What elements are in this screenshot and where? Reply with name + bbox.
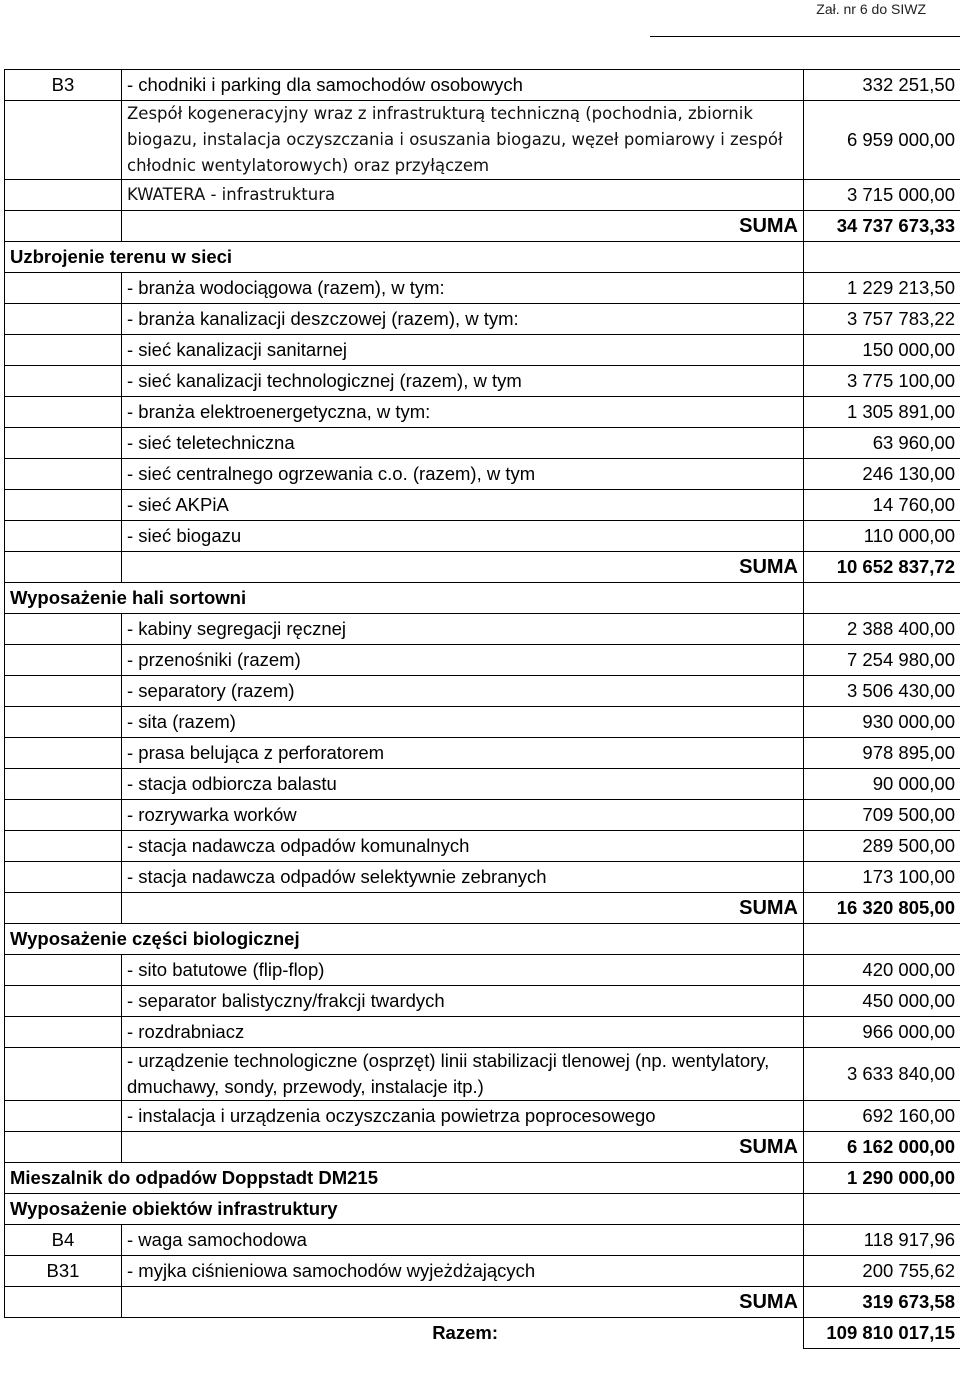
item-description: - sieć teletechniczna (122, 428, 804, 459)
item-description: - branża wodociągowa (razem), w tym: (122, 273, 804, 304)
table-row (5, 645, 960, 676)
section-row (5, 242, 960, 273)
table-row (5, 831, 960, 862)
section-row (5, 1194, 960, 1225)
table-row (5, 738, 960, 769)
item-value: 110 000,00 (804, 521, 960, 552)
item-description: - branża elektroenergetyczna, w tym: (122, 397, 804, 428)
item-description: - przenośniki (razem) (122, 645, 804, 676)
item-value: 246 130,00 (804, 459, 960, 490)
item-value: 200 755,62 (804, 1256, 960, 1287)
sum-label: SUMA (122, 211, 804, 242)
total-row (5, 1318, 960, 1349)
item-description: - kabiny segregacji ręcznej (122, 614, 804, 645)
table-row (5, 800, 960, 831)
table-row (5, 459, 960, 490)
section-row (5, 924, 960, 955)
page-header (0, 0, 960, 22)
table-row (5, 397, 960, 428)
section-title: Uzbrojenie terenu w sieci (5, 242, 804, 273)
table-row (5, 707, 960, 738)
item-value: 173 100,00 (804, 862, 960, 893)
table-row (5, 1225, 960, 1256)
item-value: 90 000,00 (804, 769, 960, 800)
table-row (5, 101, 960, 180)
item-code: B31 (5, 1256, 122, 1287)
table-row (5, 955, 960, 986)
table-row (5, 986, 960, 1017)
table-row (5, 273, 960, 304)
item-description: - stacja nadawcza odpadów komunalnych (122, 831, 804, 862)
table-row (5, 490, 960, 521)
section-title: Wyposażenie hali sortowni (5, 583, 804, 614)
item-description: - sito batutowe (flip-flop) (122, 955, 804, 986)
header-rule (650, 36, 960, 37)
item-description: - sita (razem) (122, 707, 804, 738)
item-value: 1 305 891,00 (804, 397, 960, 428)
item-value: 930 000,00 (804, 707, 960, 738)
table-row (5, 614, 960, 645)
item-value: 3 757 783,22 (804, 304, 960, 335)
table-row (5, 180, 960, 211)
item-description: Zespół kogeneracyjny wraz z infrastrukturą techniczną (pochodnia, zbiornik biogazu, instalacja oczyszczania i osuszania biogazu, węzeł pomiarowy i zespół chłodnic wentylatorowych) oraz przyłączem (122, 101, 804, 180)
item-description: KWATERA - infrastruktura (122, 180, 804, 211)
item-description: - sieć biogazu (122, 521, 804, 552)
item-value: 6 959 000,00 (804, 101, 960, 180)
cost-table (4, 69, 960, 1349)
item-value: 2 388 400,00 (804, 614, 960, 645)
item-value: 332 251,50 (804, 70, 960, 101)
sum-row (5, 552, 960, 583)
item-code: B3 (5, 70, 122, 101)
section-title: Wyposażenie części biologicznej (5, 924, 804, 955)
item-value: 3 633 840,00 (804, 1048, 960, 1101)
sum-value: 319 673,58 (804, 1287, 960, 1318)
item-value: 420 000,00 (804, 955, 960, 986)
item-description: - sieć kanalizacji sanitarnej (122, 335, 804, 366)
item-value: 966 000,00 (804, 1017, 960, 1048)
item-description: - rozrywarka worków (122, 800, 804, 831)
table-row (5, 1256, 960, 1287)
section-row (5, 1163, 960, 1194)
sum-label: SUMA (122, 893, 804, 924)
item-description: - sieć AKPiA (122, 490, 804, 521)
item-description: - separator balistyczny/frakcji twardych (122, 986, 804, 1017)
table-row (5, 70, 960, 101)
item-description: - sieć centralnego ogrzewania c.o. (razem), w tym (122, 459, 804, 490)
item-description: - stacja nadawcza odpadów selektywnie zebranych (122, 862, 804, 893)
section-title: Mieszalnik do odpadów Doppstadt DM215 (5, 1163, 804, 1194)
item-value: 450 000,00 (804, 986, 960, 1017)
item-value: 978 895,00 (804, 738, 960, 769)
table-row (5, 521, 960, 552)
sum-row (5, 1132, 960, 1163)
item-description: - urządzenie technologiczne (osprzęt) linii stabilizacji tlenowej (np. wentylatory, dmuchawy, sondy, przewody, instalacje itp.) (122, 1048, 804, 1101)
item-value: 7 254 980,00 (804, 645, 960, 676)
table-row (5, 862, 960, 893)
item-value: 692 160,00 (804, 1101, 960, 1132)
item-value: 1 229 213,50 (804, 273, 960, 304)
item-description: - stacja odbiorcza balastu (122, 769, 804, 800)
sum-label: SUMA (122, 1287, 804, 1318)
item-description: - prasa belująca z perforatorem (122, 738, 804, 769)
table-row (5, 366, 960, 397)
item-value: 3 775 100,00 (804, 366, 960, 397)
item-description: - branża kanalizacji deszczowej (razem), w tym: (122, 304, 804, 335)
sum-value: 34 737 673,33 (804, 211, 960, 242)
section-title: Wyposażenie obiektów infrastruktury (5, 1194, 804, 1225)
item-value: 118 917,96 (804, 1225, 960, 1256)
sum-row (5, 893, 960, 924)
item-value: 150 000,00 (804, 335, 960, 366)
item-value: 14 760,00 (804, 490, 960, 521)
item-description: - chodniki i parking dla samochodów osobowych (122, 70, 804, 101)
total-label: Razem: (432, 1322, 498, 1344)
table-row (5, 1017, 960, 1048)
total-value: 109 810 017,15 (804, 1318, 960, 1349)
item-value: 3 715 000,00 (804, 180, 960, 211)
table-row (5, 769, 960, 800)
sum-value: 6 162 000,00 (804, 1132, 960, 1163)
item-description: - rozdrabniacz (122, 1017, 804, 1048)
item-value: 63 960,00 (804, 428, 960, 459)
table-row (5, 428, 960, 459)
table-row (5, 335, 960, 366)
item-description: - waga samochodowa (122, 1225, 804, 1256)
table-row (5, 304, 960, 335)
sum-label: SUMA (122, 1132, 804, 1163)
item-description: - separatory (razem) (122, 676, 804, 707)
item-value: 709 500,00 (804, 800, 960, 831)
item-code: B4 (5, 1225, 122, 1256)
sum-value: 10 652 837,72 (804, 552, 960, 583)
item-description: - sieć kanalizacji technologicznej (razem), w tym (122, 366, 804, 397)
table-row (5, 1048, 960, 1101)
table-row (5, 1101, 960, 1132)
item-description: - myjka ciśnieniowa samochodów wyjeżdżających (122, 1256, 804, 1287)
section-value: 1 290 000,00 (804, 1163, 960, 1194)
sum-row (5, 211, 960, 242)
sum-row (5, 1287, 960, 1318)
item-description: - instalacja i urządzenia oczyszczania powietrza poprocesowego (122, 1101, 804, 1132)
table-row (5, 676, 960, 707)
item-value: 3 506 430,00 (804, 676, 960, 707)
sum-label: SUMA (122, 552, 804, 583)
section-row (5, 583, 960, 614)
sum-value: 16 320 805,00 (804, 893, 960, 924)
attachment-label: Zał. nr 6 do SIWZ (816, 1, 926, 17)
item-value: 289 500,00 (804, 831, 960, 862)
